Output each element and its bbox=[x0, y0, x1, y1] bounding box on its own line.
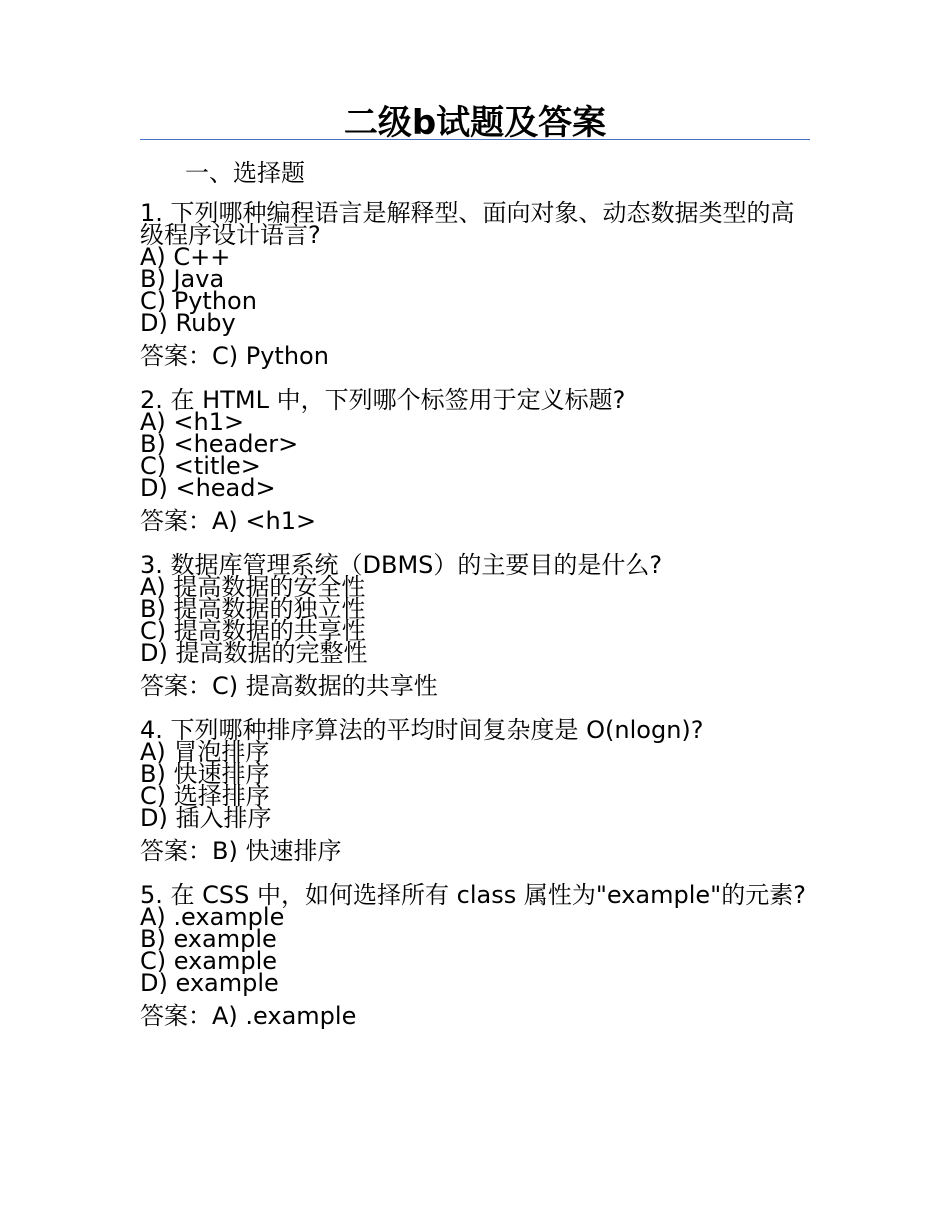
option-d: D) Ruby bbox=[140, 309, 236, 337]
option-c: C) 提高数据的共享性 bbox=[140, 617, 366, 645]
option-a: A) 提高数据的安全性 bbox=[140, 573, 366, 601]
option-d: D) 插入排序 bbox=[140, 804, 272, 832]
option-b: B) 提高数据的独立性 bbox=[140, 595, 366, 623]
option-d: D) <head> bbox=[140, 474, 276, 502]
answer-line: 答案：C) Python bbox=[140, 342, 329, 370]
question-stem: 1. 下列哪种编程语言是解释型、面向对象、动态数据类型的高级程序设计语言? bbox=[140, 199, 795, 249]
question-4 bbox=[140, 716, 820, 865]
question-list bbox=[140, 199, 820, 1049]
answer-line: 答案：A) .example bbox=[140, 1002, 357, 1030]
question-stem: 2. 在 HTML 中，下列哪个标签用于定义标题? bbox=[140, 386, 626, 414]
option-c: C) <title> bbox=[140, 452, 261, 480]
option-b: B) <header> bbox=[140, 430, 299, 458]
option-a: A) 冒泡排序 bbox=[140, 738, 270, 766]
option-d: D) example bbox=[140, 969, 279, 997]
title-underline bbox=[140, 139, 810, 140]
question-stem: 4. 下列哪种排序算法的平均时间复杂度是 O(nlogn)? bbox=[140, 716, 704, 744]
question-5 bbox=[140, 881, 820, 1030]
option-a: A) C++ bbox=[140, 243, 231, 271]
section-heading: 一、选择题 bbox=[185, 159, 305, 187]
question-stem: 5. 在 CSS 中，如何选择所有 class 属性为"example"的元素? bbox=[140, 881, 806, 909]
option-d: D) 提高数据的完整性 bbox=[140, 639, 368, 667]
question-3 bbox=[140, 551, 820, 700]
option-a: A) <h1> bbox=[140, 408, 245, 436]
option-c: C) 选择排序 bbox=[140, 782, 270, 810]
answer-line: 答案：C) 提高数据的共享性 bbox=[140, 672, 438, 700]
option-c: C) Python bbox=[140, 287, 257, 315]
question-stem: 3. 数据库管理系统（DBMS）的主要目的是什么? bbox=[140, 551, 663, 579]
answer-line: 答案：B) 快速排序 bbox=[140, 837, 342, 865]
option-b: B) Java bbox=[140, 265, 225, 293]
question-1 bbox=[140, 199, 820, 370]
option-a: A) .example bbox=[140, 903, 285, 931]
document-title: 二级b试题及答案 bbox=[343, 103, 607, 143]
answer-line: 答案：A) <h1> bbox=[140, 507, 317, 535]
question-2 bbox=[140, 386, 820, 535]
option-b: B) 快速排序 bbox=[140, 760, 270, 788]
option-b: B) example bbox=[140, 925, 277, 953]
option-c: C) example bbox=[140, 947, 278, 975]
